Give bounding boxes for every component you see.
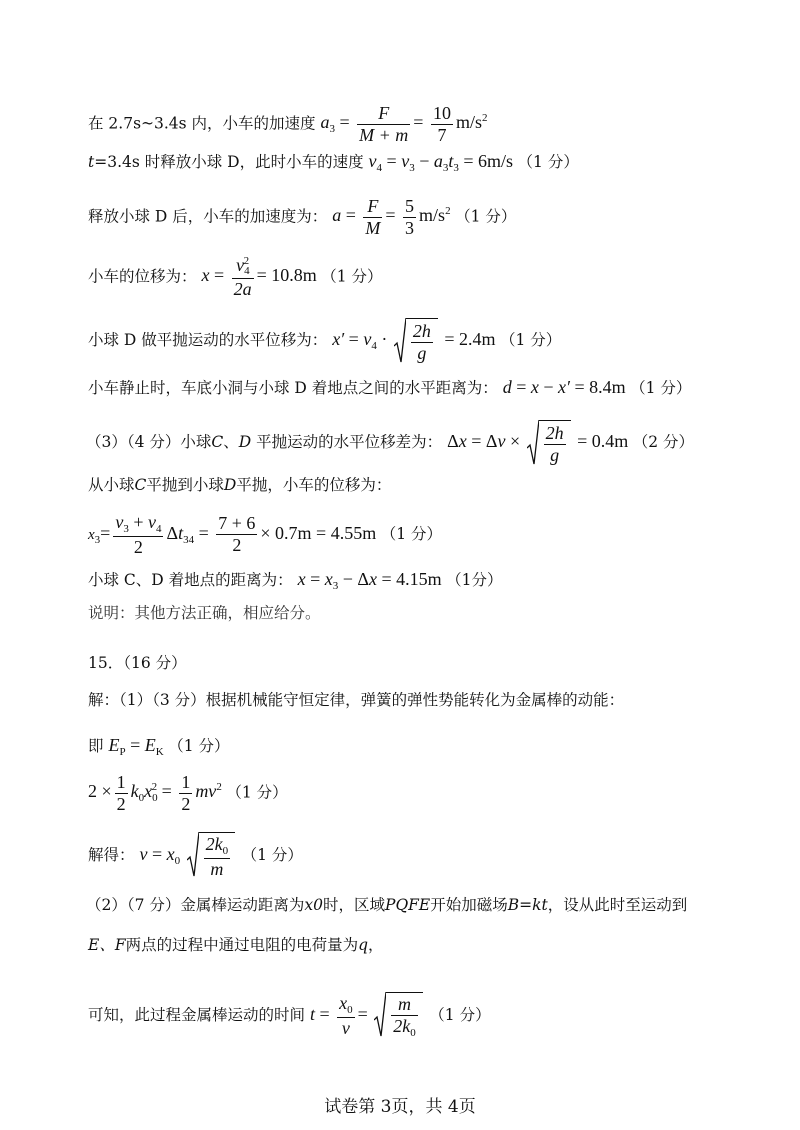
text-l2: =3.4s 时释放小球 D，此时小车的速度 [94, 153, 364, 171]
formula-x: x = $\frac{v_4^2}{2a}$ = 10.8m [201, 255, 317, 299]
line-horizontal-distance [88, 378, 691, 397]
score-note: （1 分） [168, 737, 230, 755]
score-note: （1分） [446, 571, 503, 589]
line-energy-eq [88, 772, 288, 814]
score-note: （1 分） [241, 845, 303, 864]
score-note: （1 分） [226, 783, 288, 802]
line-ball-d-horizontal [88, 318, 561, 364]
formula-d: d = x − x′ = 8.4m [502, 377, 626, 397]
text-l16: 解得： [88, 845, 135, 864]
formula-v: $v = x_0$ $\frac{2k_0}{m}$ [139, 844, 241, 864]
line-from-c-to-d: 从小球C平抛到小球D平抛，小车的位移为： [88, 476, 392, 494]
page-footer: 试卷第 3页，共 4页 [324, 1097, 476, 1117]
line-car-displacement [88, 255, 383, 299]
line-ep-ek [88, 736, 229, 758]
line-x3 [88, 512, 442, 557]
score-note: （1 分） [429, 1005, 491, 1024]
line-solve-v [88, 832, 303, 879]
formula-xprime: $x' = v_4$ · $\frac{2h}{g}$ = 2.4m [332, 329, 500, 349]
formula-a: a = $\frac{F}{M}$ = $\frac{5}{3}$ $m/s^2$ [332, 196, 451, 238]
text-l19: 可知，此过程金属棒运动的时间 [88, 1005, 306, 1024]
text-l1: 在 2.7s~3.4s 内，小车的加速度 [88, 114, 316, 133]
text-l6: 小车静止时，车底小洞与小球 D 着地点之间的水平距离为： [88, 379, 498, 397]
score-note: （1 分） [499, 331, 562, 350]
score-note: （1 分） [517, 153, 579, 171]
formula-energy: 2 × $\frac{1}{2}$ $k_0x_0^2$ = $\frac{1}{2}$ $mv^2$ [88, 772, 222, 814]
formula-x3: $x_3=$ $\frac{v_3 + v_4}{2}$ $\Delta t_{34}$ = $\frac{7 + 6}{2}$ × 0.7m = 4.55m [88, 512, 377, 557]
text-l12: 15．（16 分） [88, 654, 187, 672]
formula-t: t = $\frac{x_0}{v}$ = $\frac{m}{2k_0}$ [310, 1004, 429, 1024]
text-l5: 小球 D 做平抛运动的水平位移为： [88, 331, 328, 350]
text-l10: 小球 C、D 着地点的距离为： [88, 571, 293, 589]
score-note: （2 分） [632, 433, 695, 452]
line-acceleration-a [88, 196, 516, 238]
line-time [88, 992, 491, 1039]
text-l7b: 平抛运动的水平位移差为： [256, 433, 443, 452]
score-note: （1 分） [630, 379, 692, 397]
text-l3: 释放小球 D 后，小车的加速度为： [88, 207, 328, 226]
text-l7a: （3）（4 分）小球 [86, 433, 212, 452]
formula-a3: $a_3$ = $\frac{F}{M + m}$ = $\frac{10}{7}$ $m/s^2$ [320, 103, 488, 145]
score-note: （1 分） [321, 267, 383, 286]
formula-v4: $v_4 = v_3 - a_3t_3 = 6m/s$ [368, 151, 514, 174]
line-cd-distance [88, 570, 503, 592]
line-part2: （2）（7 分）金属棒运动距离为x0时，区域PQFE开始加磁场B=kt，设从此时至运动到 [86, 896, 688, 914]
score-note: （1 分） [455, 207, 517, 226]
text-l4: 小车的位移为： [88, 267, 197, 286]
line-note [88, 606, 321, 622]
line-release-ball-d: t=3.4s 时释放小球 D，此时小车的速度 $v_4 = v_3 - a_3t_3 = 6m/s$ （1 分） [88, 151, 579, 174]
text-l13: 解：（1）（3 分）根据机械能守恒定律，弹簧的弹性势能转化为金属棒的动能： [88, 691, 625, 709]
formula-dx: Δx = Δv × $\frac{2h}{g}$ = 0.4m [447, 431, 633, 451]
text-l14: 即 [88, 737, 104, 755]
score-note: （1 分） [380, 524, 442, 543]
line-acceleration-a3 [88, 103, 487, 145]
text-l11: 说明：其他方法正确，相应给分。 [88, 604, 321, 622]
formula-xcd: $x = x_3 - \Delta x = 4.15m$ [297, 569, 442, 592]
line-part3: （3）（4 分）小球C、D 平抛运动的水平位移差为： Δx = Δv × $\frac{2h}{g}$ = 0.4m （2 分） [86, 420, 694, 466]
line-charge: E、F两点的过程中通过电阻的电荷量为q， [88, 936, 384, 954]
line-solution-1 [88, 693, 624, 709]
formula-ep-ek: $E_P = E_K$ [108, 735, 164, 758]
question-15-heading [88, 656, 187, 672]
